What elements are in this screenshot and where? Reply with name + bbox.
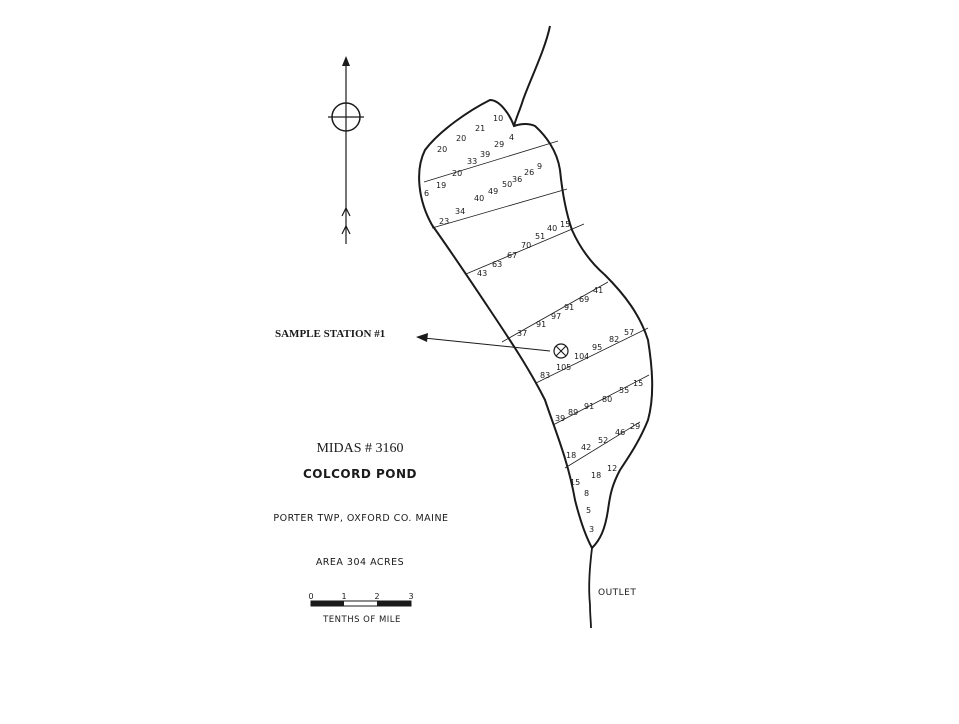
depth-sounding: 20 [452,169,463,178]
sample-station-pointer [416,333,550,351]
scale-bar [308,592,413,606]
scale-tick: 3 [408,592,414,601]
outlet-stream [589,548,592,628]
depth-sounding: 20 [456,134,467,143]
depth-sounding: 20 [437,145,448,154]
location-label: PORTER TWP, OXFORD CO. MAINE [273,513,449,524]
sample-station-marker [554,344,568,358]
depth-sounding: 91 [564,303,575,312]
depth-sounding: 37 [517,329,528,338]
transect-line [432,189,567,228]
depth-sounding: 80 [602,395,613,404]
midas-label: MIDAS # 3160 [316,441,404,456]
depth-sounding: 29 [630,422,641,431]
scale-tick: 1 [341,592,347,601]
depth-sounding: 43 [477,269,488,278]
depth-sounding: 18 [591,471,602,480]
depth-sounding: 67 [507,251,518,260]
depth-sounding: 91 [584,402,595,411]
depth-sounding: 34 [455,207,466,216]
depth-sounding: 89 [568,408,579,417]
depth-sounding: 33 [467,157,478,166]
scale-tick: 0 [308,592,314,601]
depth-sounding: 6 [424,189,430,198]
depth-sounding: 15 [560,220,571,229]
depth-sounding: 12 [607,464,618,473]
depth-sounding: 4 [509,133,515,142]
depth-sounding: 40 [547,224,558,233]
depth-sounding: 18 [566,451,577,460]
depth-sounding: 41 [593,286,604,295]
sample-station-label: SAMPLE STATION #1 [275,328,386,340]
depth-sounding: 5 [586,506,592,515]
area-label: AREA 304 ACRES [315,557,405,568]
depth-sounding: 51 [535,232,546,241]
depth-sounding: 3 [589,525,595,534]
depth-sounding: 52 [598,436,609,445]
depth-sounding: 15 [633,379,644,388]
pond-name: COLCORD POND [302,467,418,481]
depth-sounding: 95 [592,343,603,352]
depth-sounding: 97 [551,312,562,321]
depth-sounding: 29 [494,140,505,149]
depth-sounding: 63 [492,260,503,269]
depth-sounding: 83 [540,371,551,380]
station-depth: 104 [574,352,590,361]
depth-sounding: 10 [493,114,504,123]
depth-sounding: 39 [480,150,491,159]
depth-sounding: 39 [555,414,566,423]
depth-sounding: 105 [556,363,572,372]
depth-sounding: 82 [609,335,620,344]
depth-sounding: 91 [536,320,547,329]
scale-caption: TENTHS OF MILE [323,615,401,625]
depth-sounding: 9 [537,162,543,171]
depth-sounding: 15 [570,478,581,487]
scale-tick: 2 [374,592,380,601]
depth-sounding: 57 [624,328,635,337]
depth-sounding: 70 [521,241,532,250]
north-arrow [328,56,364,244]
depth-sounding: 26 [524,168,535,177]
depth-sounding: 21 [475,124,486,133]
depth-sounding: 23 [439,217,450,226]
depth-sounding: 55 [619,386,630,395]
outlet-label: OUTLET [598,588,637,598]
depth-sounding: 42 [581,443,592,452]
depth-sounding: 46 [615,428,626,437]
depth-sounding: 49 [488,187,499,196]
depth-sounding: 40 [474,194,485,203]
depth-sounding: 69 [579,295,590,304]
depth-sounding: 50 [502,180,513,189]
depth-sounding: 19 [436,181,447,190]
transect-line [565,422,640,468]
depth-sounding: 36 [512,175,523,184]
depth-sounding: 8 [584,489,590,498]
inlet-stream [514,26,550,126]
